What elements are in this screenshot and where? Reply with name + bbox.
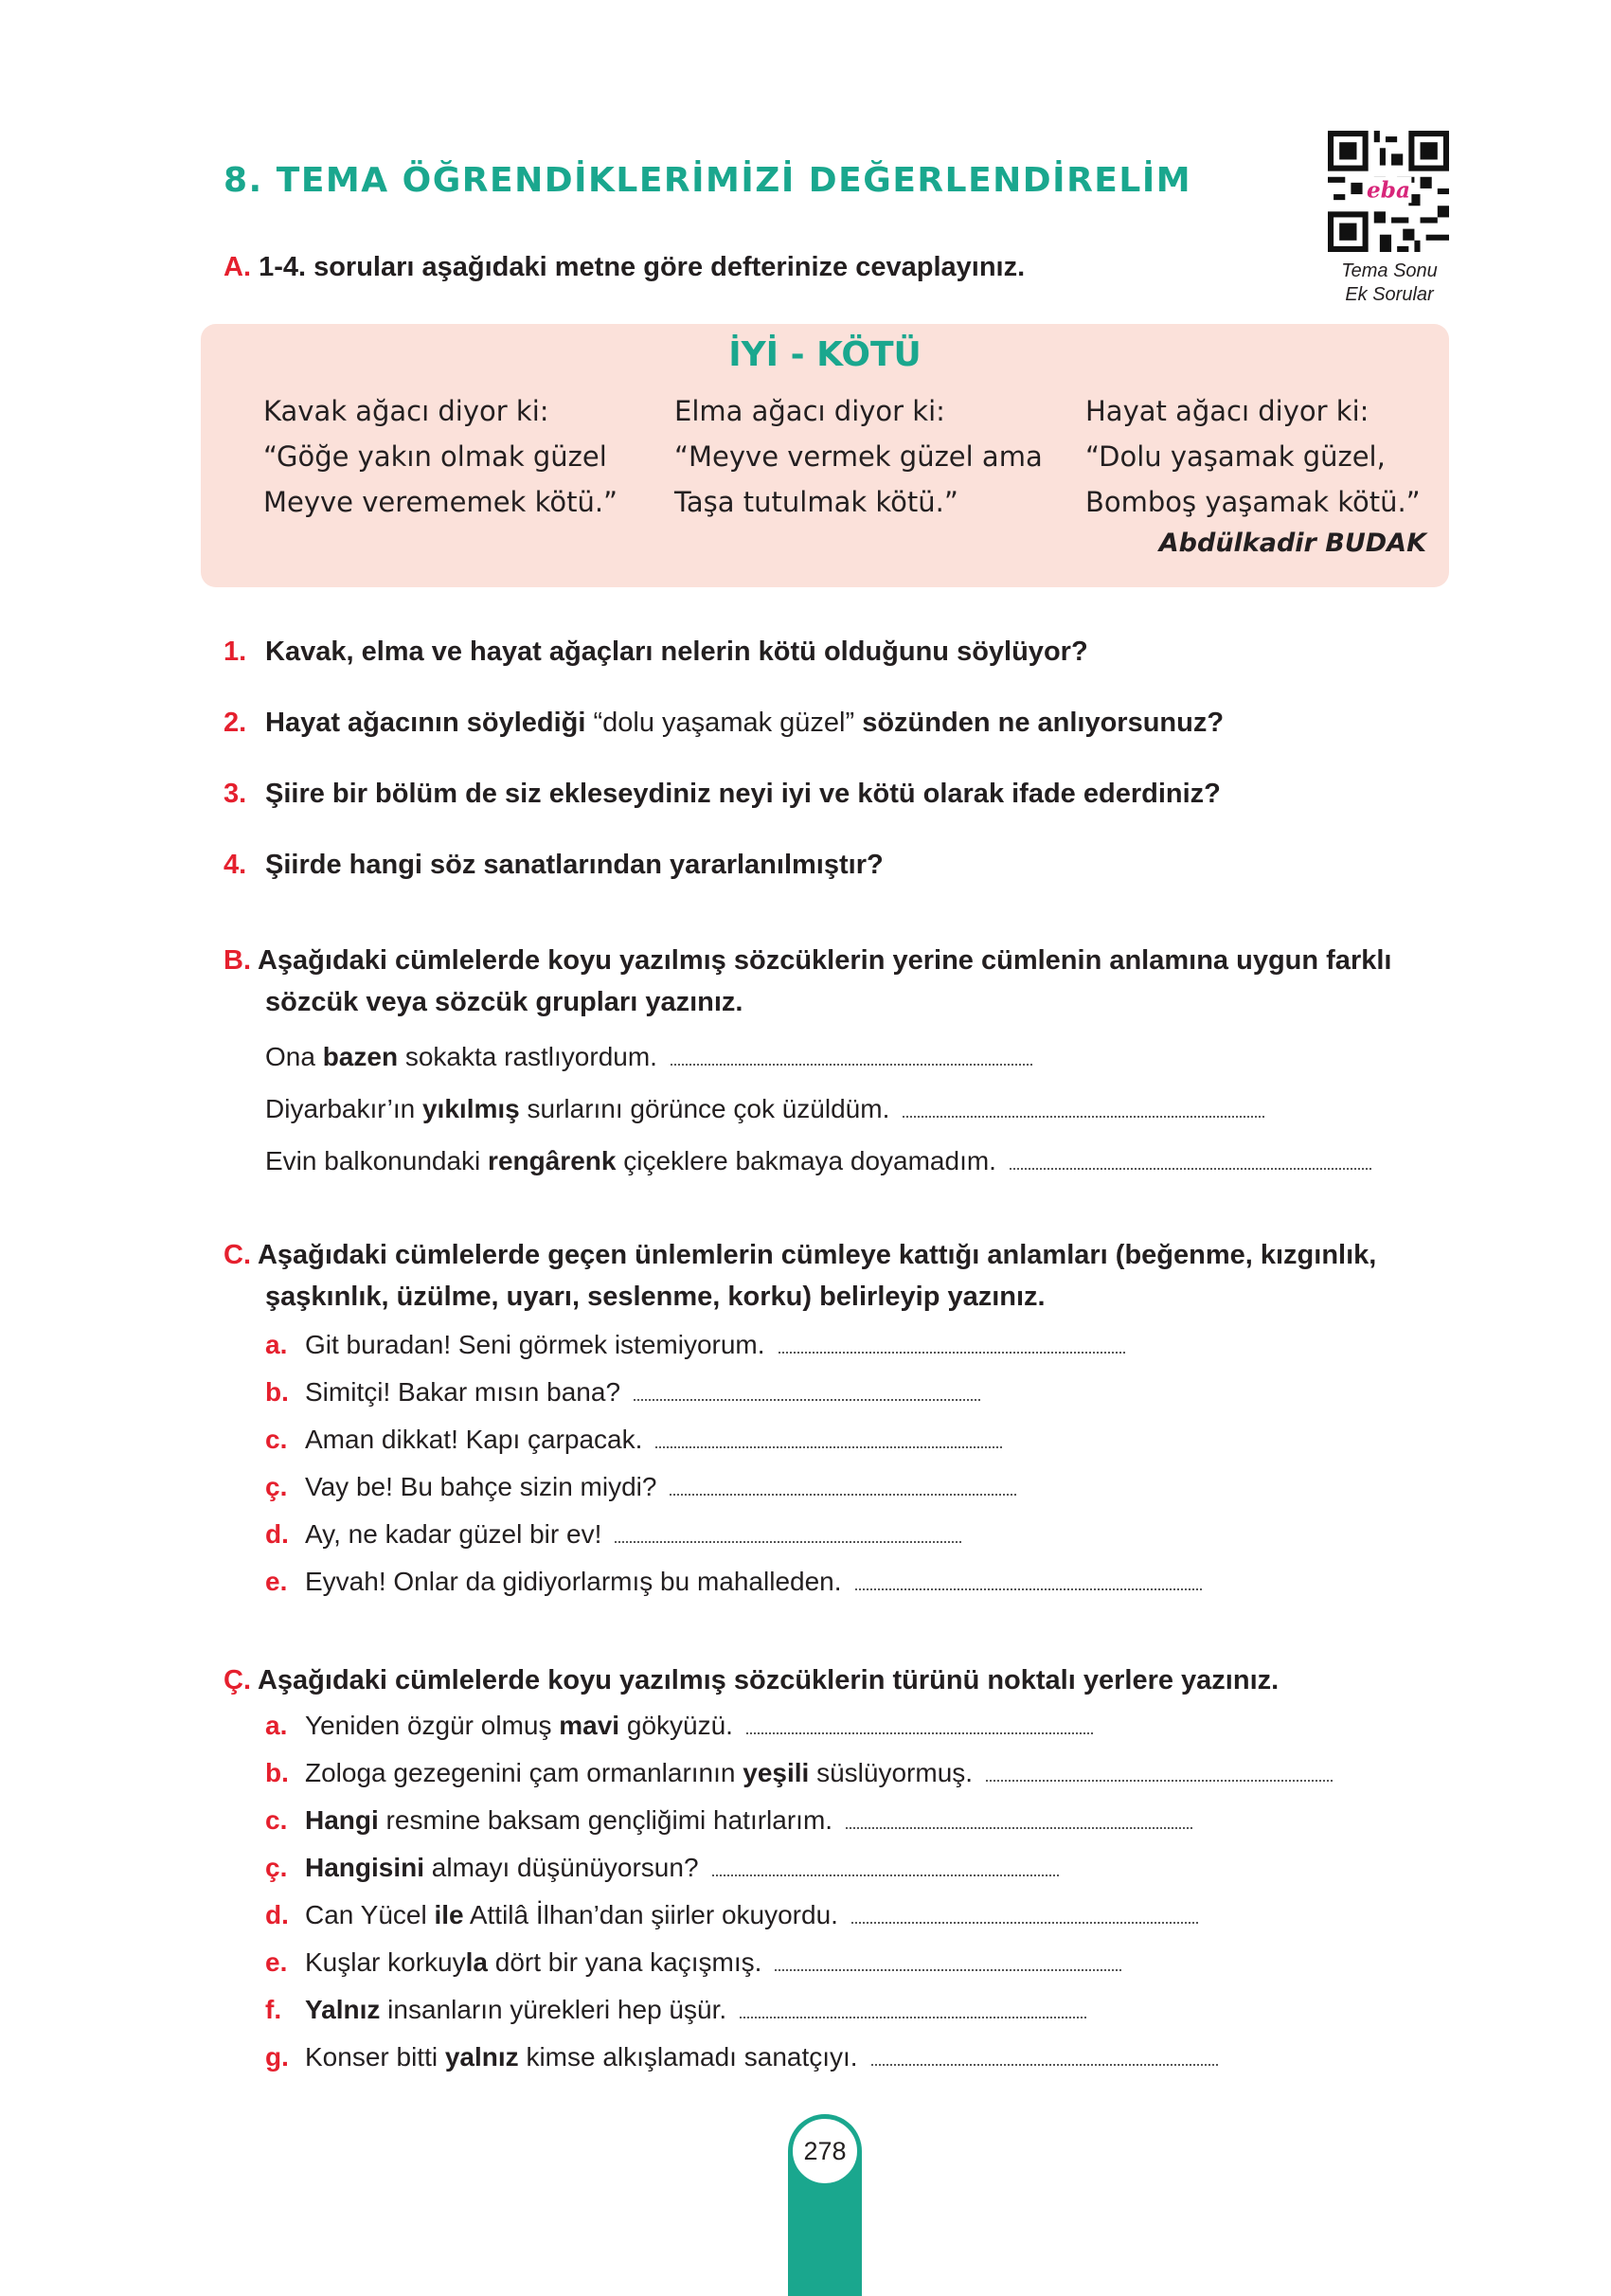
section-b-instruction: B. Aşağıdaki cümlelerde koyu yazılmış sözcüklerin yerine cümlenin anlamına uygun farklı sözcük veya sözcük grupları yazınız. bbox=[224, 945, 1392, 1017]
answer-blank[interactable] bbox=[779, 1335, 1125, 1354]
section-b-item-2: Diyarbakır’ın yıkılmış surlarını görünce çok üzüldüm. bbox=[265, 1094, 1264, 1124]
poem-box bbox=[201, 324, 1449, 587]
answer-blank[interactable] bbox=[846, 1810, 1192, 1829]
answer-blank[interactable] bbox=[851, 1905, 1198, 1924]
section-c-instruction: C. Aşağıdaki cümlelerde geçen ünlemlerin cümleye kattığı anlamları (beğenme, kızgınlık, şaşkınlık, üzülme, uyarı, seslenme, korku) belirleyip yazınız. bbox=[224, 1240, 1377, 1312]
poem-author: Abdülkadir BUDAK bbox=[1158, 529, 1426, 558]
answer-blank[interactable] bbox=[634, 1382, 980, 1401]
page-number: 278 bbox=[790, 2116, 860, 2186]
page-title: 8. TEMA ÖĞRENDİKLERİMİZİ DEĞERLENDİRELİM bbox=[224, 161, 1192, 200]
answer-blank[interactable] bbox=[746, 1715, 1093, 1734]
answer-blank[interactable] bbox=[740, 2000, 1086, 2018]
answer-blank[interactable] bbox=[1010, 1151, 1371, 1170]
section-b-item-1: Ona bazen sokakta rastlıyordum. bbox=[265, 1042, 1032, 1072]
answer-blank[interactable] bbox=[615, 1524, 961, 1543]
answer-blank[interactable] bbox=[871, 2047, 1218, 2066]
answer-blank[interactable] bbox=[671, 1047, 1032, 1066]
answer-blank[interactable] bbox=[775, 1952, 1121, 1971]
poem-title: İYİ - KÖTÜ bbox=[728, 335, 922, 374]
section-b-item-3: Evin balkonundaki rengârenk çiçeklere bakmaya doyamadım. bbox=[265, 1146, 1371, 1176]
answer-blank[interactable] bbox=[670, 1477, 1016, 1496]
qr-caption: Tema Sonu Ek Sorular bbox=[1341, 260, 1438, 305]
section-cc-instruction: Ç. Aşağıdaki cümlelerde koyu yazılmış sözcüklerin türünü noktalı yerlere yazınız. bbox=[224, 1665, 1280, 1695]
poem-column-1: Kavak ağacı diyor ki: “Göğe yakın olmak güzel Meyve verememek kötü.” bbox=[263, 395, 618, 518]
section-a-instruction: A. 1-4. soruları aşağıdaki metne göre defterinize cevaplayınız. bbox=[224, 252, 1026, 282]
answer-blank[interactable] bbox=[855, 1571, 1202, 1590]
poem-column-3: Hayat ağacı diyor ki: “Dolu yaşamak güzel, Bomboş yaşamak kötü.” bbox=[1085, 395, 1421, 518]
qr-code-icon bbox=[1328, 131, 1449, 252]
eba-logo: eba bbox=[1367, 177, 1410, 204]
answer-blank[interactable] bbox=[655, 1429, 1002, 1448]
answer-blank[interactable] bbox=[986, 1763, 1333, 1782]
answer-blank[interactable] bbox=[903, 1099, 1264, 1118]
poem-column-2: Elma ağacı diyor ki: “Meyve vermek güzel ama Taşa tutulmak kötü.” bbox=[674, 395, 1043, 518]
answer-blank[interactable] bbox=[712, 1857, 1059, 1876]
